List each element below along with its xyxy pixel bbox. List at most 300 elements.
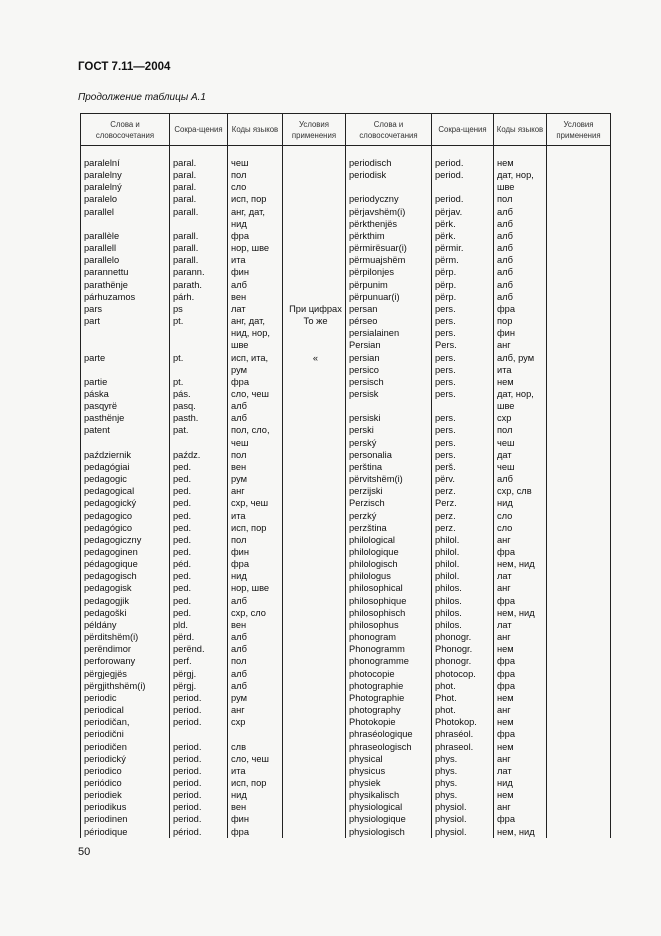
word-left-cell: pedagoginen — [81, 546, 170, 558]
word-right-cell: philologique — [346, 546, 432, 558]
table-row — [81, 546, 611, 558]
codes-left-cell: нор, шве — [228, 582, 283, 594]
codes-right-cell: анг — [494, 582, 547, 594]
conditions-right-cell — [547, 303, 611, 315]
codes-right-cell: анг — [494, 631, 547, 643]
conditions-left-cell — [283, 777, 346, 789]
word-right-cell: physikalisch — [346, 789, 432, 801]
abbr-left-cell: ped. — [170, 607, 228, 619]
abbr-right-cell — [432, 181, 494, 193]
conditions-right-cell — [547, 728, 611, 740]
codes-right-cell: фра — [494, 655, 547, 667]
table-row — [81, 412, 611, 424]
word-left-cell — [81, 437, 170, 449]
word-left-cell: parallell — [81, 242, 170, 254]
table-row — [81, 254, 611, 266]
codes-left-cell: пол — [228, 169, 283, 181]
abbr-left-cell: parall. — [170, 254, 228, 266]
word-left-cell: paralelní — [81, 146, 170, 170]
table-row — [81, 582, 611, 594]
conditions-right-cell — [547, 230, 611, 242]
conditions-right-cell — [547, 741, 611, 753]
conditions-left-cell — [283, 813, 346, 825]
conditions-right-cell — [547, 352, 611, 364]
conditions-left-cell — [283, 826, 346, 838]
conditions-right-cell — [547, 692, 611, 704]
abbr-right-cell: period. — [432, 169, 494, 181]
word-left-cell: pasqyrë — [81, 400, 170, 412]
codes-left-cell: нид, нор, — [228, 327, 283, 339]
conditions-right-cell — [547, 510, 611, 522]
word-right-cell: photographie — [346, 680, 432, 692]
abbr-left-cell: parath. — [170, 279, 228, 291]
word-right-cell: pérseo — [346, 315, 432, 327]
codes-left-cell: алб — [228, 680, 283, 692]
abbr-right-cell: pёrv. — [432, 473, 494, 485]
abbr-left-cell: pasth. — [170, 412, 228, 424]
conditions-left-cell — [283, 510, 346, 522]
word-right-cell: philologus — [346, 570, 432, 582]
conditions-left-cell — [283, 497, 346, 509]
conditions-right-cell — [547, 218, 611, 230]
conditions-left-cell — [283, 376, 346, 388]
conditions-right-cell — [547, 461, 611, 473]
codes-right-cell: дат — [494, 449, 547, 461]
abbr-left-cell: pt. — [170, 315, 228, 327]
table-row — [81, 704, 611, 716]
conditions-left-cell — [283, 218, 346, 230]
abbr-right-cell: phonogr. — [432, 631, 494, 643]
codes-right-cell: нем — [494, 716, 547, 728]
table-row — [81, 680, 611, 692]
table-row — [81, 315, 611, 327]
word-left-cell: parallèle — [81, 230, 170, 242]
word-left-cell: periodičen — [81, 741, 170, 753]
conditions-left-cell — [283, 643, 346, 655]
codes-right-cell: алб — [494, 218, 547, 230]
table-row — [81, 692, 611, 704]
word-right-cell: periodyczny — [346, 193, 432, 205]
codes-left-cell: исп, пор — [228, 193, 283, 205]
abbr-left-cell: ped. — [170, 461, 228, 473]
conditions-right-cell — [547, 206, 611, 218]
table-row — [81, 437, 611, 449]
conditions-left-cell — [283, 279, 346, 291]
abbr-left-cell: péd. — [170, 558, 228, 570]
conditions-left-cell — [283, 741, 346, 753]
conditions-left-cell — [283, 534, 346, 546]
abbr-left-cell: parall. — [170, 230, 228, 242]
header-words-right: Слова и словосочетания — [346, 114, 432, 146]
conditions-right-cell — [547, 668, 611, 680]
abbr-left-cell: parall. — [170, 206, 228, 218]
word-right-cell: phonogram — [346, 631, 432, 643]
codes-right-cell: лат — [494, 619, 547, 631]
word-right-cell: physiologisch — [346, 826, 432, 838]
codes-left-cell: рум — [228, 692, 283, 704]
table-row — [81, 352, 611, 364]
abbr-right-cell: phys. — [432, 765, 494, 777]
word-left-cell: part — [81, 315, 170, 327]
codes-left-cell: алб — [228, 412, 283, 424]
abbr-left-cell: párh. — [170, 291, 228, 303]
codes-right-cell: алб — [494, 254, 547, 266]
conditions-right-cell — [547, 242, 611, 254]
conditions-left-cell — [283, 449, 346, 461]
abbr-right-cell: physiol. — [432, 826, 494, 838]
codes-left-cell: фра — [228, 376, 283, 388]
codes-right-cell: чеш — [494, 437, 547, 449]
word-right-cell: Photokopie — [346, 716, 432, 728]
word-left-cell: parannettu — [81, 266, 170, 278]
table-row — [81, 753, 611, 765]
table-row — [81, 146, 611, 170]
conditions-right-cell — [547, 631, 611, 643]
word-left-cell: paralelny — [81, 169, 170, 181]
table-row — [81, 497, 611, 509]
abbr-right-cell: përp. — [432, 279, 494, 291]
table-row — [81, 169, 611, 181]
word-right-cell: phonogramme — [346, 655, 432, 667]
conditions-right-cell — [547, 619, 611, 631]
conditions-right-cell — [547, 826, 611, 838]
conditions-right-cell — [547, 704, 611, 716]
conditions-right-cell — [547, 789, 611, 801]
codes-right-cell: фра — [494, 728, 547, 740]
conditions-left-cell — [283, 364, 346, 376]
abbr-left-cell: ped. — [170, 473, 228, 485]
codes-right-cell: чеш — [494, 461, 547, 473]
abbr-right-cell: philos. — [432, 595, 494, 607]
table-row — [81, 242, 611, 254]
codes-left-cell: ита — [228, 254, 283, 266]
abbr-left-cell: périod. — [170, 826, 228, 838]
conditions-right-cell — [547, 449, 611, 461]
table-row — [81, 303, 611, 315]
abbr-left-cell — [170, 327, 228, 339]
abbr-right-cell: Phonogr. — [432, 643, 494, 655]
codes-left-cell: лат — [228, 303, 283, 315]
abbr-right-cell: phys. — [432, 753, 494, 765]
abbr-right-cell: pers. — [432, 352, 494, 364]
conditions-left-cell — [283, 424, 346, 436]
conditions-left-cell — [283, 607, 346, 619]
word-left-cell: periodičan, — [81, 716, 170, 728]
table-row — [81, 643, 611, 655]
codes-left-cell: фра — [228, 230, 283, 242]
conditions-left-cell — [283, 400, 346, 412]
abbr-left-cell: period. — [170, 741, 228, 753]
abbr-right-cell: philol. — [432, 546, 494, 558]
word-right-cell: philosophical — [346, 582, 432, 594]
codes-left-cell: алб — [228, 279, 283, 291]
codes-right-cell: сло — [494, 510, 547, 522]
word-left-cell — [81, 327, 170, 339]
word-left-cell: páska — [81, 388, 170, 400]
table-row — [81, 485, 611, 497]
conditions-left-cell — [283, 522, 346, 534]
abbr-right-cell: përp. — [432, 291, 494, 303]
codes-left-cell: чеш — [228, 437, 283, 449]
word-right-cell: përkthenjës — [346, 218, 432, 230]
conditions-right-cell — [547, 546, 611, 558]
abbr-right-cell: period. — [432, 146, 494, 170]
word-left-cell: pédagogique — [81, 558, 170, 570]
codes-right-cell: нид — [494, 497, 547, 509]
codes-right-cell: фра — [494, 546, 547, 558]
word-right-cell: perzština — [346, 522, 432, 534]
word-right-cell: përkthim — [346, 230, 432, 242]
conditions-right-cell — [547, 753, 611, 765]
conditions-left-cell — [283, 619, 346, 631]
codes-left-cell: пол — [228, 449, 283, 461]
codes-right-cell: дат, нор, — [494, 169, 547, 181]
abbr-right-cell: phys. — [432, 789, 494, 801]
word-right-cell: photocopie — [346, 668, 432, 680]
table-row — [81, 424, 611, 436]
abbr-left-cell: period. — [170, 692, 228, 704]
abbr-left-cell: period. — [170, 753, 228, 765]
abbr-left-cell: ped. — [170, 485, 228, 497]
abbr-right-cell: perš. — [432, 461, 494, 473]
abbr-left-cell: period. — [170, 716, 228, 728]
word-right-cell: periodisk — [346, 169, 432, 181]
abbr-right-cell: photocop. — [432, 668, 494, 680]
conditions-right-cell — [547, 193, 611, 205]
codes-left-cell: схр, чеш — [228, 497, 283, 509]
table-row — [81, 826, 611, 838]
conditions-left-cell — [283, 655, 346, 667]
codes-left-cell: вен — [228, 291, 283, 303]
abbr-left-cell: përgj. — [170, 668, 228, 680]
codes-left-cell: анг — [228, 485, 283, 497]
header-words-left: Слова и словосочетания — [81, 114, 170, 146]
table-row — [81, 619, 611, 631]
abbr-left-cell: ped. — [170, 534, 228, 546]
conditions-left-cell — [283, 388, 346, 400]
conditions-right-cell — [547, 364, 611, 376]
word-right-cell: Photographie — [346, 692, 432, 704]
table-row — [81, 400, 611, 412]
table-row — [81, 534, 611, 546]
word-right-cell: physical — [346, 753, 432, 765]
abbr-left-cell: ps — [170, 303, 228, 315]
codes-right-cell: фин — [494, 327, 547, 339]
abbr-left-cell: përgj. — [170, 680, 228, 692]
conditions-left-cell — [283, 437, 346, 449]
codes-left-cell: нид — [228, 570, 283, 582]
conditions-left-cell — [283, 753, 346, 765]
abbr-right-cell: përmir. — [432, 242, 494, 254]
word-left-cell: pars — [81, 303, 170, 315]
abbr-right-cell: philol. — [432, 570, 494, 582]
abbr-right-cell: phot. — [432, 680, 494, 692]
abbr-left-cell — [170, 437, 228, 449]
conditions-right-cell — [547, 558, 611, 570]
codes-right-cell: фра — [494, 668, 547, 680]
word-left-cell: pedagógico — [81, 522, 170, 534]
codes-left-cell — [228, 728, 283, 740]
word-right-cell: physicus — [346, 765, 432, 777]
word-right-cell: përpunuar(i) — [346, 291, 432, 303]
codes-left-cell: рум — [228, 364, 283, 376]
codes-right-cell: лат — [494, 570, 547, 582]
abbr-right-cell: pers. — [432, 424, 494, 436]
conditions-left-cell — [283, 230, 346, 242]
conditions-left-cell — [283, 801, 346, 813]
codes-left-cell: пол — [228, 655, 283, 667]
codes-right-cell: нем, нид — [494, 826, 547, 838]
table-caption: Продолжение таблицы А.1 — [78, 92, 206, 103]
codes-left-cell: фин — [228, 546, 283, 558]
word-left-cell: párhuzamos — [81, 291, 170, 303]
table-row — [81, 595, 611, 607]
abbr-right-cell: Phot. — [432, 692, 494, 704]
abbr-right-cell: përp. — [432, 266, 494, 278]
word-right-cell: Phonogramm — [346, 643, 432, 655]
conditions-right-cell — [547, 181, 611, 193]
abbr-right-cell: philos. — [432, 619, 494, 631]
word-right-cell: përmirësuar(i) — [346, 242, 432, 254]
word-left-cell: periodický — [81, 753, 170, 765]
conditions-left-cell — [283, 412, 346, 424]
word-left-cell: periodiek — [81, 789, 170, 801]
abbreviations-table — [80, 113, 611, 838]
word-right-cell: Persian — [346, 339, 432, 351]
conditions-right-cell — [547, 497, 611, 509]
codes-left-cell: пол, сло, — [228, 424, 283, 436]
codes-left-cell: фра — [228, 826, 283, 838]
word-right-cell: persiski — [346, 412, 432, 424]
abbr-left-cell: paral. — [170, 169, 228, 181]
abbr-left-cell: paral. — [170, 193, 228, 205]
abbr-left-cell: pasq. — [170, 400, 228, 412]
codes-right-cell: нем, нид — [494, 558, 547, 570]
codes-left-cell: чеш — [228, 146, 283, 170]
table-row — [81, 206, 611, 218]
abbr-right-cell: pers. — [432, 315, 494, 327]
conditions-left-cell — [283, 206, 346, 218]
conditions-left-cell — [283, 169, 346, 181]
header-conditions-right: Условия применения — [547, 114, 611, 146]
abbr-left-cell: pás. — [170, 388, 228, 400]
codes-right-cell: схр — [494, 412, 547, 424]
conditions-left-cell — [283, 582, 346, 594]
codes-right-cell: нем — [494, 376, 547, 388]
abbr-right-cell: physiol. — [432, 813, 494, 825]
word-right-cell: persico — [346, 364, 432, 376]
table-header-row — [81, 114, 611, 146]
codes-right-cell: анг — [494, 534, 547, 546]
abbr-right-cell: perz. — [432, 485, 494, 497]
word-left-cell: periódico — [81, 777, 170, 789]
abbr-left-cell: ped. — [170, 522, 228, 534]
word-left-cell: periodični — [81, 728, 170, 740]
codes-right-cell: пол — [494, 424, 547, 436]
word-right-cell: përmuajshëm — [346, 254, 432, 266]
codes-right-cell: фра — [494, 813, 547, 825]
codes-right-cell: алб — [494, 291, 547, 303]
conditions-left-cell — [283, 570, 346, 582]
word-right-cell: philologisch — [346, 558, 432, 570]
abbr-right-cell: Perz. — [432, 497, 494, 509]
conditions-right-cell — [547, 655, 611, 667]
abbr-left-cell: period. — [170, 765, 228, 777]
abbr-right-cell: philos. — [432, 607, 494, 619]
codes-left-cell: нид — [228, 789, 283, 801]
table-row — [81, 631, 611, 643]
word-left-cell: patent — [81, 424, 170, 436]
conditions-left-cell — [283, 668, 346, 680]
word-left-cell: perforowany — [81, 655, 170, 667]
codes-right-cell: схр, слв — [494, 485, 547, 497]
word-left-cell: parallel — [81, 206, 170, 218]
header-codes-right: Коды языков — [494, 114, 547, 146]
word-right-cell: perski — [346, 424, 432, 436]
word-right-cell: perzijski — [346, 485, 432, 497]
conditions-left-cell — [283, 181, 346, 193]
abbr-right-cell: phot. — [432, 704, 494, 716]
word-left-cell: pedagogjik — [81, 595, 170, 607]
word-left-cell: pasthënje — [81, 412, 170, 424]
table-row — [81, 813, 611, 825]
conditions-right-cell — [547, 485, 611, 497]
table-body — [81, 146, 611, 838]
abbr-right-cell: philos. — [432, 582, 494, 594]
word-left-cell — [81, 364, 170, 376]
conditions-left-cell — [283, 728, 346, 740]
conditions-left-cell — [283, 546, 346, 558]
codes-right-cell: анг — [494, 704, 547, 716]
conditions-left-cell — [283, 146, 346, 170]
codes-left-cell: вен — [228, 619, 283, 631]
conditions-left-cell: При цифрах — [283, 303, 346, 315]
word-left-cell: parallelo — [81, 254, 170, 266]
codes-left-cell: ита — [228, 510, 283, 522]
codes-left-cell: алб — [228, 631, 283, 643]
abbr-left-cell: period. — [170, 704, 228, 716]
abbr-left-cell: perënd. — [170, 643, 228, 655]
abbr-left-cell: ped. — [170, 595, 228, 607]
word-left-cell: pedagogic — [81, 473, 170, 485]
codes-left-cell: исп, пор — [228, 522, 283, 534]
table-row — [81, 607, 611, 619]
word-right-cell: persisch — [346, 376, 432, 388]
table-row — [81, 777, 611, 789]
abbr-right-cell: phonogr. — [432, 655, 494, 667]
page-number: 50 — [78, 846, 91, 858]
codes-right-cell: нид — [494, 777, 547, 789]
word-right-cell: persialainen — [346, 327, 432, 339]
abbr-left-cell: parall. — [170, 242, 228, 254]
table-row — [81, 193, 611, 205]
abbr-right-cell: philol. — [432, 534, 494, 546]
abbr-right-cell: pers. — [432, 449, 494, 461]
conditions-left-cell — [283, 254, 346, 266]
word-right-cell: Perzisch — [346, 497, 432, 509]
codes-left-cell: фра — [228, 558, 283, 570]
conditions-left-cell — [283, 595, 346, 607]
codes-right-cell: нем, нид — [494, 607, 547, 619]
codes-left-cell: анг, дат, — [228, 206, 283, 218]
conditions-left-cell — [283, 716, 346, 728]
word-left-cell: periodico — [81, 765, 170, 777]
abbr-right-cell: pers. — [432, 412, 494, 424]
word-right-cell: philosophique — [346, 595, 432, 607]
codes-right-cell: нем — [494, 692, 547, 704]
table-row — [81, 388, 611, 400]
conditions-right-cell — [547, 254, 611, 266]
